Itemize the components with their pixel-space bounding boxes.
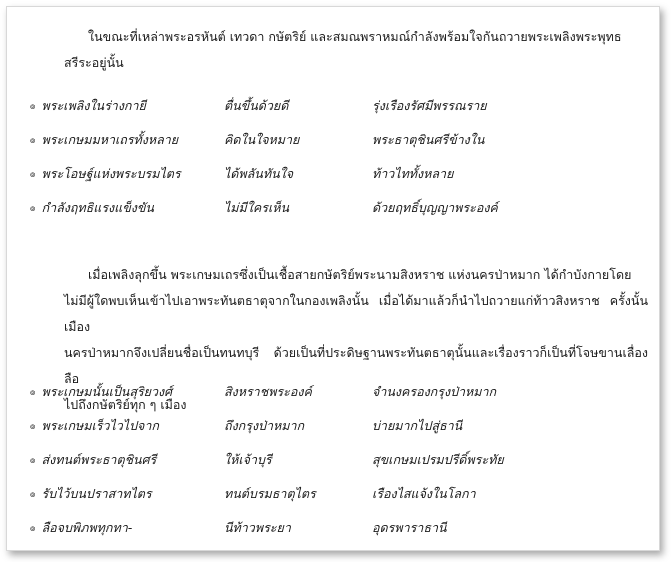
- verse-row: [30, 416, 650, 450]
- verse-phrase-a: ลือจบพิภพทุกทา-: [41, 520, 133, 535]
- verse-phrase-c: เรืองไสแจ้งในโลกา: [372, 486, 476, 501]
- verse-bullet: ๏: [30, 136, 36, 146]
- verse-phrase-c: รุ่งเรืองรัศมีพรรณราย: [372, 98, 487, 113]
- paragraph-2-line-3: นครป่าหมากจึงเปลี่ยนชื่อเป็นทนทบุรี ด้วยเป็นที่ประดิษฐานพระทันตธาตุนั้นและเรื่องราวก็เป็นที่โจษขานเลื่องลือ: [64, 345, 648, 386]
- verse-phrase-a: พระโอษฐ์แห่งพระบรมไตร: [41, 166, 181, 181]
- verse-phrase-b: ให้เจ้าบุรี: [224, 452, 272, 467]
- verse-bullet: ๏: [30, 524, 36, 534]
- verse-phrase-c: อุดรพาราธานี: [372, 520, 447, 535]
- verse-phrase-b: ตื่นขึ้นด้วยดี: [224, 98, 289, 113]
- verse-row: [30, 382, 650, 416]
- verse-phrase-a: พระเกษมมหาเถรทั้งหลาย: [41, 132, 179, 147]
- verse-phrase-b: สิงหราชพระองค์: [224, 384, 312, 399]
- verse-phrase-b: คิดในใจหมาย: [224, 132, 300, 147]
- paragraph-2-line-4: ไปถึงกษัตริย์ทุก ๆ เมือง: [64, 397, 187, 412]
- verse-row: [30, 198, 650, 232]
- paragraph-2-line-2: ไม่มีผู้ใดพบเห็นเข้าไปเอาพระทันตธาตุจากในกองเพลิงนั้น เมื่อได้มาแล้วก็นำไปถวายแก่ท้าวสิงหราช ครั้งนั้นเมือง: [64, 293, 648, 334]
- verse-phrase-b: ไม่มีใครเห็น: [224, 200, 290, 215]
- verse-phrase-b: นีท้าวพระยา: [224, 520, 291, 535]
- verse-bullet: ๏: [30, 204, 36, 214]
- verse-bullet: ๏: [30, 490, 36, 500]
- verse-phrase-b: ถึงกรุงป่าหมาก: [224, 418, 305, 433]
- verse-phrase-a: กำลังฤทธิแรงแข็งขัน: [41, 200, 154, 215]
- verse-block-1: [30, 96, 650, 232]
- verse-phrase-c: จำนงครองกรุงป่าหมาก: [372, 384, 497, 399]
- verse-bullet: ๏: [30, 422, 36, 432]
- paragraph-1-line-1: ในขณะที่เหล่าพระอรหันต์ เทวดา กษัตริย์ และสมณพราหมณ์กำลังพร้อมใจกันถวายพระเพลิงพระพุทธ: [88, 29, 622, 44]
- verse-phrase-c: ด้วยฤทธิ์บุญญาพระองค์: [372, 200, 498, 215]
- verse-phrase-b: ได้พลันทันใจ: [224, 166, 294, 181]
- verse-row: [30, 130, 650, 164]
- verse-phrase-b: ทนต์บรมธาตุไตร: [224, 486, 316, 501]
- verse-row: [30, 484, 650, 518]
- verse-phrase-a: พระเกษมนั้นเป็นสุริยวงศ์: [41, 384, 173, 399]
- verse-bullet: ๏: [30, 170, 36, 180]
- paragraph-1-line-2: สรีระอยู่นั้น: [64, 55, 124, 70]
- verse-row: [30, 450, 650, 484]
- verse-phrase-c: พระธาตุชินศรีข้างใน: [372, 132, 485, 147]
- verse-phrase-a: พระเพลิงในร่างกายี: [41, 98, 146, 113]
- verse-phrase-c: สุขเกษมเปรมปรีดิ์พระทัย: [372, 452, 504, 467]
- verse-phrase-c: บ่ายมากไปสู่ธานี: [372, 418, 463, 433]
- verse-bullet: ๏: [30, 388, 36, 398]
- verse-row: [30, 96, 650, 130]
- verse-bullet: ๏: [30, 456, 36, 466]
- paragraph-1: [64, 24, 648, 76]
- verse-block-2: [30, 382, 650, 552]
- verse-row: [30, 164, 650, 198]
- verse-phrase-c: ท้าวไททั้งหลาย: [372, 166, 454, 181]
- verse-phrase-a: รับไว้บนปราสาทไตร: [41, 486, 152, 501]
- verse-row: [30, 518, 650, 552]
- verse-bullet: ๏: [30, 102, 36, 112]
- verse-phrase-a: พระเกษมเร็วไวไปจาก: [41, 418, 159, 433]
- verse-phrase-a: ส่งทนต์พระธาตุชินศรี: [41, 452, 157, 467]
- paragraph-2-line-1: เมื่อเพลิงลุกขึ้น พระเกษมเถรซึ่งเป็นเชื้อสายกษัตริย์พระนามสิงหราช แห่งนครป่าหมาก ได้กำบังกายโดย: [88, 267, 632, 282]
